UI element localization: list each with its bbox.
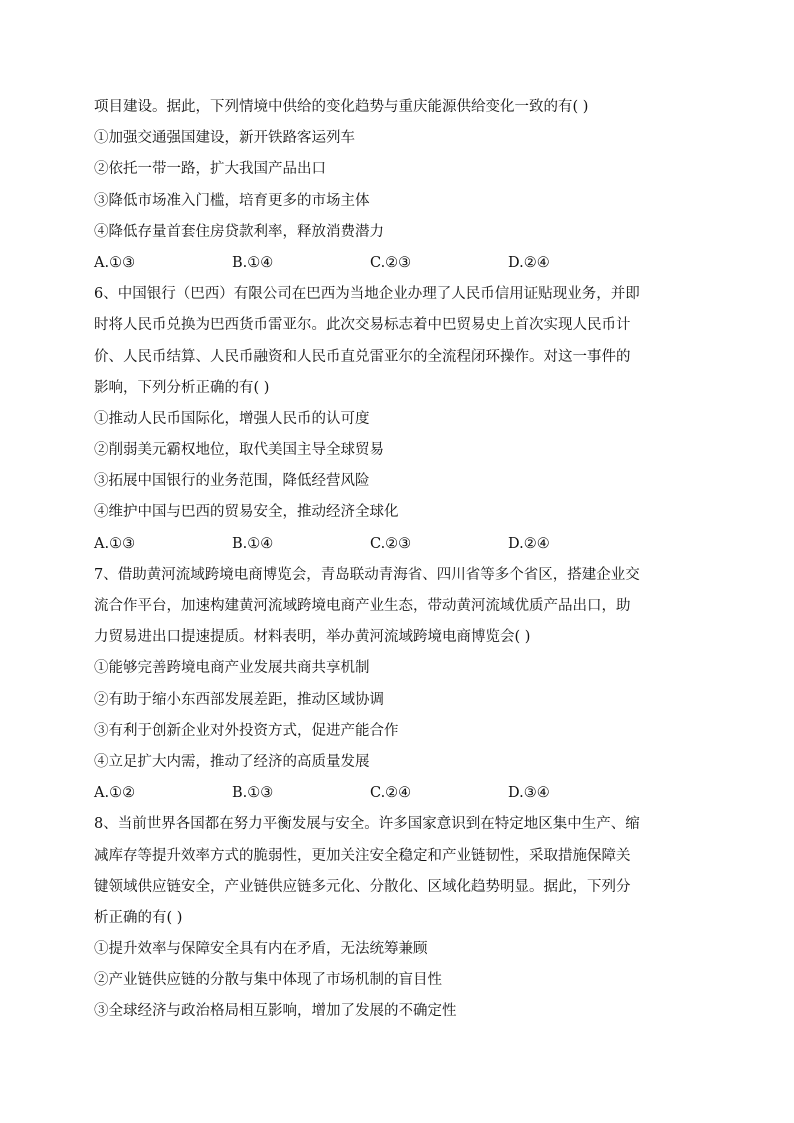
q6-stem-line-1: 6、中国银行（巴西）有限公司在巴西为当地企业办理了人民币信用证贴现业务，并即	[94, 286, 640, 303]
q7-option-b: B.①③	[232, 785, 274, 802]
q7-option-c: C.②④	[370, 785, 412, 802]
q6-stem-line-2: 时将人民币兑换为巴西货币雷亚尔。此次交易标志着中巴贸易史上首次实现人民币计	[94, 317, 631, 334]
q6-item-3: ③拓展中国银行的业务范围，降低经营风险	[94, 473, 370, 490]
q5-item-4: ④降低存量首套住房贷款利率，释放消费潜力	[94, 223, 384, 240]
q5-item-3: ③降低市场准入门槛，培育更多的市场主体	[94, 192, 370, 209]
q7-item-1: ①能够完善跨境电商产业发展共商共享机制	[94, 660, 370, 677]
q6-option-b: B.①④	[232, 535, 274, 552]
q6-options	[94, 529, 714, 560]
q8-item-2: ②产业链供应链的分散与集中体现了市场机制的盲目性	[94, 972, 442, 989]
q7-option-a: A.①②	[94, 785, 136, 802]
q6-item-2: ②削弱美元霸权地位，取代美国主导全球贸易	[94, 442, 384, 459]
q6-option-a: A.①③	[94, 535, 136, 552]
q8-item-1: ①提升效率与保障安全具有内在矛盾，无法统筹兼顾	[94, 941, 428, 958]
q7-item-2: ②有助于缩小东西部发展差距，推动区域协调	[94, 691, 384, 708]
q5-stem-tail: 项目建设。据此，下列情境中供给的变化趋势与重庆能源供给变化一致的有( )	[94, 99, 589, 115]
q8-item-3: ③全球经济与政治格局相互影响，增加了发展的不确定性	[94, 1003, 457, 1020]
q5-option-a: A.①③	[94, 254, 136, 271]
q6-stem-line-4: 影响，下列分析正确的有( )	[94, 379, 270, 396]
q5-options	[94, 248, 714, 279]
q6-option-d: D.②④	[508, 535, 550, 552]
q6-option-c: C.②③	[370, 535, 412, 552]
q5-item-2: ②依托一带一路，扩大我国产品出口	[94, 161, 326, 178]
q7-item-3: ③有利于创新企业对外投资方式，促进产能合作	[94, 722, 399, 739]
q5-option-c: C.②③	[370, 254, 412, 271]
q7-stem-line-3: 力贸易进出口提速提质。材料表明，举办黄河流域跨境电商博览会( )	[94, 629, 531, 646]
q7-stem-line-2: 流合作平台，加速构建黄河流域跨境电商产业生态，带动黄河流域优质产品出口，助	[94, 598, 631, 614]
q5-option-d: D.②④	[508, 254, 550, 271]
q7-options	[94, 778, 714, 809]
q6-stem-line-3: 价、人民币结算、人民币融资和人民币直兑雷亚尔的全流程闭环操作。对这一事件的	[94, 348, 631, 365]
q5-option-b: B.①④	[232, 254, 274, 271]
q8-stem-line-4: 析正确的有( )	[94, 909, 183, 926]
q7-option-d: D.③④	[508, 785, 550, 802]
q7-item-4: ④立足扩大内需，推动了经济的高质量发展	[94, 753, 370, 770]
document-page	[94, 92, 714, 1028]
q7-stem-line-1: 7、借助黄河流域跨境电商博览会，青岛联动青海省、四川省等多个省区，搭建企业交	[94, 566, 640, 583]
q6-item-4: ④维护中国与巴西的贸易安全，推动经济全球化	[94, 504, 399, 521]
q8-stem-line-2: 减库存等提升效率方式的脆弱性，更加关注安全稳定和产业链韧性，采取措施保障关	[94, 847, 631, 864]
q6-item-1: ①推动人民币国际化，增强人民币的认可度	[94, 410, 370, 427]
q8-stem-line-3: 键领域供应链安全，产业链供应链多元化、分散化、区域化趋势明显。据此，下列分	[94, 878, 631, 895]
q5-item-1: ①加强交通强国建设，新开铁路客运列车	[94, 130, 355, 147]
q8-stem-line-1: 8、当前世界各国都在努力平衡发展与安全。许多国家意识到在特定地区集中生产、缩	[94, 816, 640, 833]
